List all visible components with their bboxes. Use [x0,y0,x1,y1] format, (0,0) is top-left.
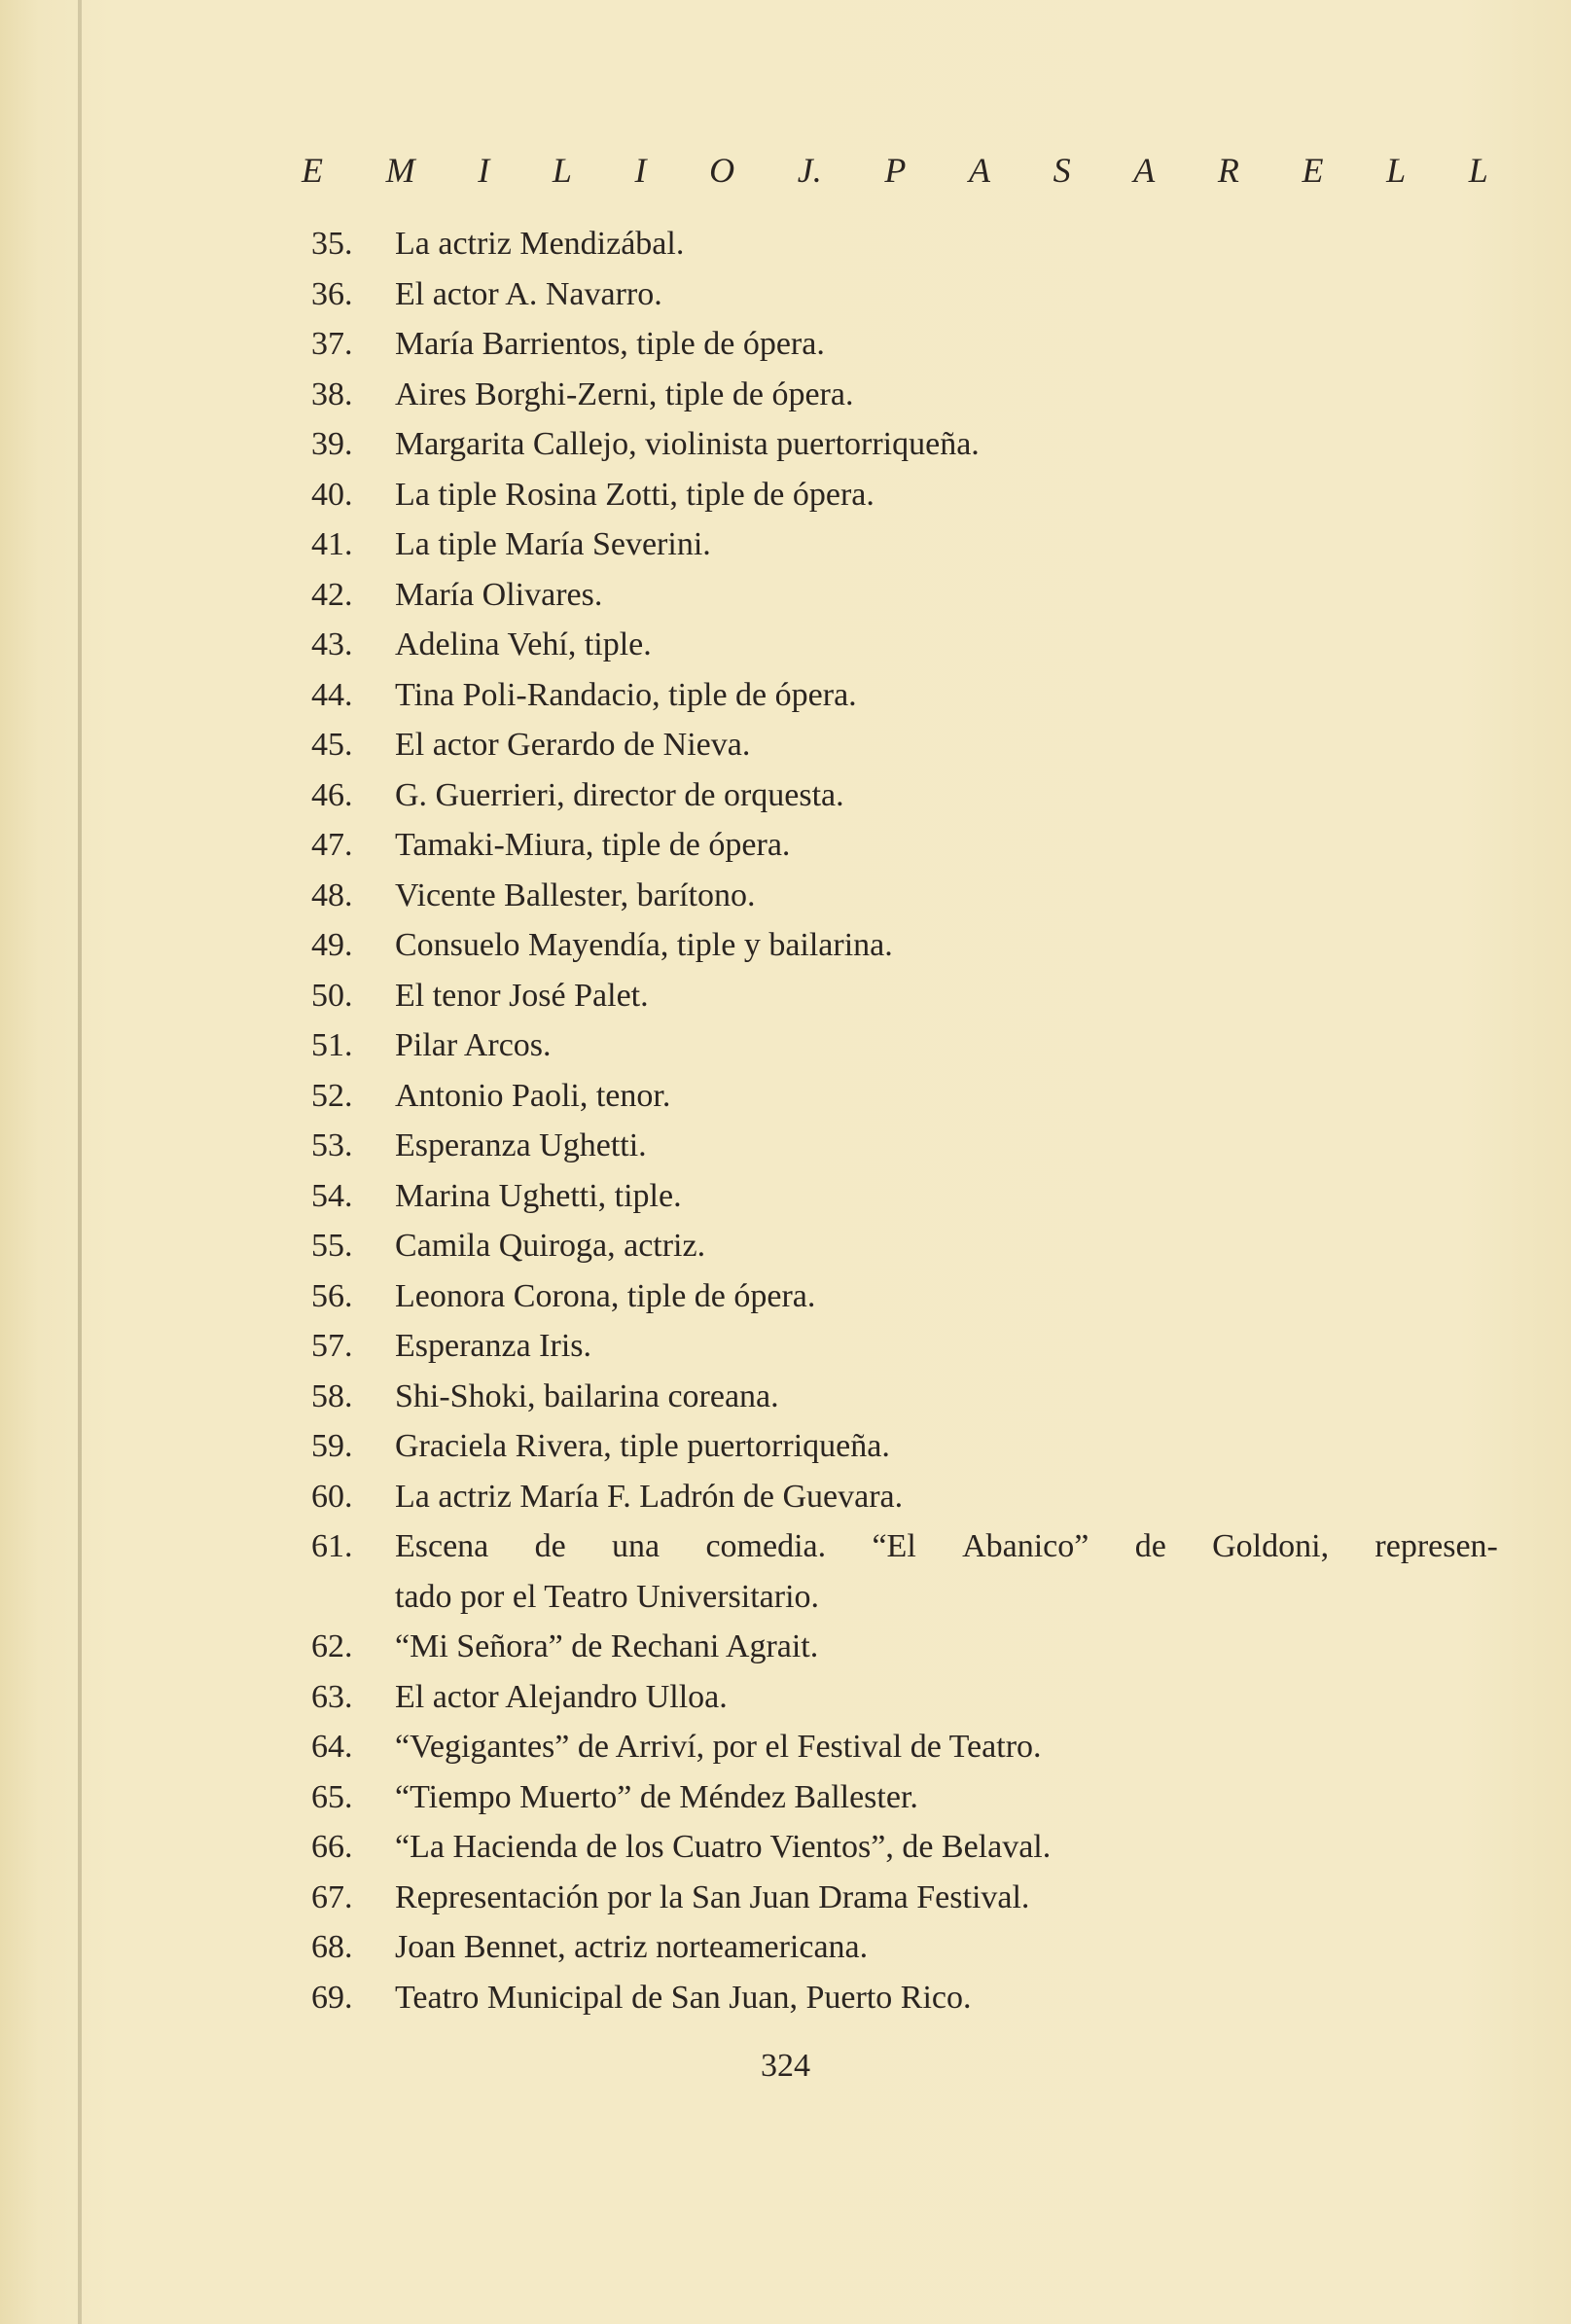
item-number: 68. [311,1929,353,1965]
header-letter: M [385,151,415,190]
item-text: Marina Ughetti, tiple. [395,1177,682,1214]
header-letter: E [1302,151,1324,190]
header-letter: L [1468,151,1488,190]
list-item [311,269,1498,320]
item-word: represen- [1375,1528,1498,1564]
header-letter: A [1133,151,1156,190]
item-word: una [612,1528,661,1564]
item-text: “Tiempo Muerto” de Méndez Ballester. [395,1778,918,1815]
item-number: 46. [311,776,353,813]
item-number: 37. [311,326,353,362]
item-number: 62. [311,1628,353,1664]
list-item [311,971,1498,1021]
item-number: 35. [311,226,353,262]
item-number: 65. [311,1778,353,1815]
item-text: Esperanza Ughetti. [395,1127,647,1163]
list-item [311,871,1498,921]
item-text: María Olivares. [395,576,603,613]
list-item [311,1171,1498,1222]
item-text: La actriz Mendizábal. [395,226,685,262]
item-text: Tamaki-Miura, tiple de ópera. [395,827,791,863]
item-word: de [1134,1528,1166,1564]
item-number: 53. [311,1127,353,1163]
list-item [311,1622,1498,1672]
list-item [311,1772,1498,1823]
list-item [311,1722,1498,1772]
item-word: de [534,1528,566,1564]
item-text: Vicente Ballester, barítono. [395,876,756,913]
item-text: Teatro Municipal de San Juan, Puerto Rico. [395,1979,972,2016]
item-text: Leonora Corona, tiple de ópera. [395,1277,816,1314]
item-text: Antonio Paoli, tenor. [395,1077,671,1114]
header-letter: L [552,151,572,190]
header-letter: L [1386,151,1407,190]
list-item [311,1922,1498,1973]
header-letter: O [709,151,735,190]
list-item [311,470,1498,520]
item-number: 61. [311,1528,353,1564]
list-item [311,670,1498,721]
list-item [311,1372,1498,1422]
item-number: 69. [311,1979,353,2016]
item-text: La tiple María Severini. [395,526,711,562]
item-text: María Barrientos, tiple de ópera. [395,326,825,362]
item-number: 67. [311,1878,353,1915]
list-item [311,620,1498,670]
list-item [311,1271,1498,1322]
list-item [311,370,1498,420]
running-header [302,146,1488,195]
item-word: Goldoni, [1212,1528,1330,1564]
list-item [311,1973,1498,2023]
item-text [395,1521,1498,1572]
list-item [311,920,1498,971]
list-item [311,1071,1498,1122]
list-item [311,419,1498,470]
header-letter: P [884,151,907,190]
item-text: “Mi Señora” de Rechani Agrait. [395,1628,819,1664]
item-text: El tenor José Palet. [395,977,649,1014]
item-text: El actor Alejandro Ulloa. [395,1678,728,1715]
header-letter: I [478,151,490,190]
item-text: Adelina Vehí, tiple. [395,626,652,662]
list-item [311,1321,1498,1372]
item-text: Consuelo Mayendía, tiple y bailarina. [395,927,893,963]
item-text: El actor A. Navarro. [395,275,662,312]
header-letter: E [302,151,323,190]
item-text: Graciela Rivera, tiple puertorriqueña. [395,1428,890,1464]
list-item [311,820,1498,871]
list-item [311,1672,1498,1723]
header-letter: S [1053,151,1071,190]
list-item [311,1121,1498,1171]
item-text: “Vegigantes” de Arriví, por el Festival de Teatro. [395,1729,1042,1765]
item-text: Pilar Arcos. [395,1027,552,1063]
item-word: Abanico” [962,1528,1089,1564]
item-number: 51. [311,1027,353,1063]
page-binding-edge [78,0,82,2324]
item-word: “El [872,1528,916,1564]
item-number: 58. [311,1377,353,1414]
item-text: La actriz María F. Ladrón de Guevara. [395,1478,904,1515]
list-item [311,570,1498,621]
item-number: 49. [311,927,353,963]
item-text: Esperanza Iris. [395,1328,592,1364]
list-item [311,770,1498,821]
item-text: G. Guerrieri, director de orquesta. [395,776,844,813]
item-number: 44. [311,676,353,713]
item-text: Camila Quiroga, actriz. [395,1228,706,1264]
item-number: 57. [311,1328,353,1364]
item-number: 64. [311,1729,353,1765]
list-item [311,720,1498,770]
item-number: 41. [311,526,353,562]
item-text: La tiple Rosina Zotti, tiple de ópera. [395,476,875,513]
item-word: comedia. [705,1528,827,1564]
list-item [311,219,1498,269]
header-letter: R [1217,151,1239,190]
list-item [311,1221,1498,1271]
item-number: 39. [311,426,353,462]
item-number: 56. [311,1277,353,1314]
item-number: 54. [311,1177,353,1214]
item-text: Margarita Callejo, violinista puertorriqueña. [395,426,980,462]
list-item [311,1020,1498,1071]
item-text: Aires Borghi-Zerni, tiple de ópera. [395,375,854,412]
header-letter: J. [797,151,822,190]
item-number: 48. [311,876,353,913]
item-continuation: tado por el Teatro Universitario. [395,1578,820,1615]
list-item [311,1521,1498,1622]
page-number: 324 [761,2048,810,2084]
item-number: 42. [311,576,353,613]
item-number: 36. [311,275,353,312]
item-number: 59. [311,1428,353,1464]
item-number: 47. [311,827,353,863]
item-text: Shi-Shoki, bailarina coreana. [395,1377,779,1414]
item-number: 38. [311,375,353,412]
list-item [311,1421,1498,1472]
item-text: Tina Poli-Randacio, tiple de ópera. [395,676,857,713]
header-letter: I [634,151,647,190]
item-number: 60. [311,1478,353,1515]
item-text: Representación por la San Juan Drama Festival. [395,1878,1030,1915]
illustration-list [311,219,1498,2022]
item-number: 52. [311,1077,353,1114]
item-text: El actor Gerardo de Nieva. [395,727,751,763]
header-letter: A [969,151,991,190]
list-item [311,1472,1498,1522]
item-number: 50. [311,977,353,1014]
item-number: 63. [311,1678,353,1715]
list-item [311,1822,1498,1873]
item-number: 43. [311,626,353,662]
item-number: 40. [311,476,353,513]
item-number: 45. [311,727,353,763]
item-text: “La Hacienda de los Cuatro Vientos”, de Belaval. [395,1829,1052,1865]
list-item [311,519,1498,570]
item-first-line [311,1521,1498,1572]
item-word: Escena [395,1528,489,1564]
item-number: 66. [311,1829,353,1865]
item-text: Joan Bennet, actriz norteamericana. [395,1929,869,1965]
list-item [311,319,1498,370]
item-number: 55. [311,1228,353,1264]
list-item [311,1873,1498,1923]
